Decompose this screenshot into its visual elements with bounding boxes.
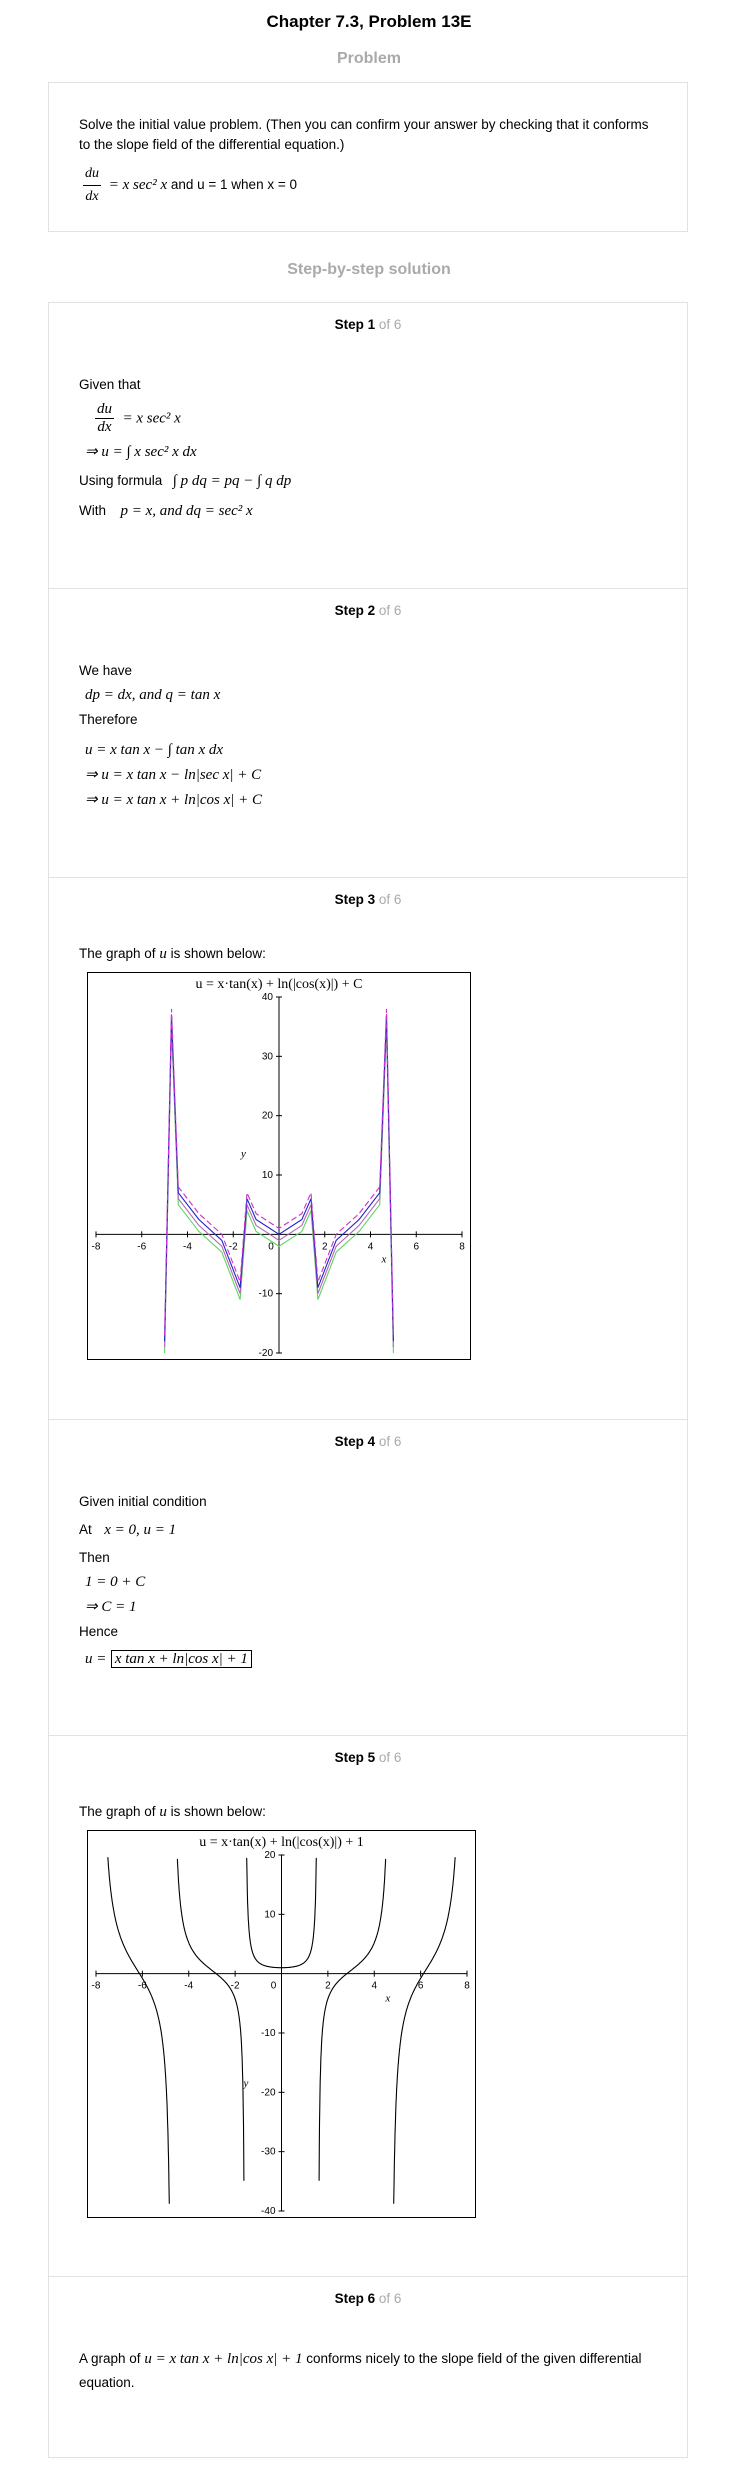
step-2-eq1: dp = dx, and q = tan x	[85, 687, 221, 703]
step-4-given: Given initial condition	[79, 1494, 207, 1509]
plot-2-x-tick-label: 6	[417, 1980, 424, 1992]
plot-1-x-tick-label: -4	[183, 1241, 192, 1253]
step-1-given: Given that	[79, 377, 141, 392]
plot-1-y-tick-label: 30	[261, 1051, 273, 1063]
plot-1-x-tick-label: -8	[91, 1241, 101, 1253]
step-6-title	[79, 2277, 657, 2343]
plot-1-x-label: x	[381, 1253, 387, 1266]
plot-2-title: u = x·tan(x) + ln(|cos(x)|) + 1	[199, 1835, 364, 1850]
step-3-graph-text: The graph of	[79, 946, 156, 961]
step-6-text	[79, 2347, 657, 2395]
step-1-of: of 6	[378, 317, 402, 332]
steps-container	[48, 302, 688, 2458]
step-1-derivative-den: dx	[97, 419, 112, 435]
step-1-using-row	[79, 471, 657, 491]
plot-1-x-tick-label: 6	[413, 1241, 420, 1253]
step-1	[49, 303, 687, 588]
plot-2-y-tick-label: -40	[261, 2206, 276, 2217]
plot-2-y-tick-label: -30	[261, 2146, 276, 2158]
step-2-word: Step	[334, 603, 364, 618]
plot-2-x-label: x	[385, 1992, 391, 2005]
step-1-derivative	[95, 401, 114, 436]
plot-2-y-tick-label: 10	[264, 1909, 276, 1921]
step-4-number: 4	[367, 1434, 376, 1449]
step-4-answer-lhs: u =	[85, 1651, 107, 1667]
step-5-title	[79, 1736, 657, 1802]
step-6	[49, 2276, 687, 2457]
step-2-we-have: We have	[79, 663, 133, 678]
step-2-eq4: ⇒ u = x tan x + ln|cos x| + C	[85, 792, 262, 808]
step-4-answer-box: x tan x + ln|cos x| + 1	[111, 1650, 252, 1668]
step-1-eq2: ⇒ u = ∫ x sec² x dx	[85, 444, 197, 460]
step-1-using: Using formula	[79, 473, 163, 488]
step-4-answer-row	[79, 1650, 657, 1668]
step-2-eq2: u = x tan x − ∫ tan x dx	[85, 742, 224, 758]
step-2-therefore: Therefore	[79, 712, 138, 727]
solution-heading: Step-by-step solution	[287, 261, 451, 278]
step-4-eq2: ⇒ C = 1	[85, 1599, 137, 1615]
step-6-text-a: A graph of	[79, 2351, 141, 2366]
step-6-number: 6	[367, 2291, 376, 2306]
step-3-of: of 6	[378, 892, 402, 907]
plot-1-y-tick-label: 20	[261, 1110, 273, 1122]
plot-1-x-tick-label: 2	[321, 1241, 328, 1253]
plot-1-x-tick-label: -6	[137, 1241, 147, 1253]
plot-1-x-tick-label: 4	[367, 1241, 374, 1253]
step-4-title	[79, 1420, 657, 1486]
step-6-text-b: conforms nicely to the slope field of the given differential equation.	[79, 2351, 642, 2390]
step-1-word: Step	[334, 317, 364, 332]
step-6-expr: u = x tan x + ln|cos x| + 1	[144, 2351, 303, 2367]
step-3-number: 3	[367, 892, 376, 907]
step-1-number: 1	[367, 317, 376, 332]
step-5-graph-caption	[79, 1802, 657, 1822]
step-4-of: of 6	[378, 1434, 402, 1449]
step-1-derivative-num: du	[97, 401, 112, 417]
plot-1-title: u = x·tan(x) + ln(|cos(x)|) + C	[195, 977, 363, 992]
plot-2-y-tick-label: 20	[264, 1850, 276, 1861]
plot-1-x-tick-label: 8	[459, 1241, 465, 1253]
problem-derivative-den: dx	[85, 189, 99, 204]
step-2	[49, 588, 687, 877]
step-3-word: Step	[334, 892, 364, 907]
problem-statement: Solve the initial value problem. (Then you can confirm your answer by checking that it conforms to the slope field of the differential equation.)	[79, 117, 649, 152]
step-4-at: At	[79, 1522, 92, 1537]
step-2-title	[79, 589, 657, 655]
plot-2-x-tick-label: 4	[371, 1980, 378, 1992]
page-title: Chapter 7.3, Problem 13E	[266, 12, 472, 31]
plot-final	[87, 1830, 476, 2218]
step-5	[49, 1735, 687, 2276]
step-6-of: of 6	[378, 2291, 402, 2306]
plot-2-x-tick-label: -8	[91, 1980, 101, 1992]
step-2-eq3: ⇒ u = x tan x − ln|sec x| + C	[85, 767, 262, 783]
step-5-graph-var: u	[159, 1804, 167, 1820]
plot-1-x-tick-label: -2	[228, 1241, 238, 1253]
plot-1-y-tick-label: 10	[261, 1170, 273, 1181]
plot-2-x-tick-label: 2	[325, 1980, 331, 1992]
plot-2-y-label: y	[243, 2077, 249, 2090]
plot-1-x-tick-label: 0	[268, 1241, 274, 1253]
plot-1-y-label: y	[241, 1148, 246, 1161]
problem-rhs: = x sec² x	[108, 177, 168, 194]
step-1-title	[79, 303, 657, 369]
step-4-at-row	[79, 1520, 657, 1540]
problem-condition: and u = 1 when x = 0	[170, 177, 297, 193]
step-1-eq1	[79, 401, 657, 436]
step-2-of: of 6	[378, 603, 402, 618]
step-5-graph-suffix: is shown below:	[170, 1804, 266, 1819]
step-4-hence: Hence	[79, 1624, 119, 1639]
step-1-formula: ∫ p dq = pq − ∫ q dp	[172, 473, 292, 489]
step-4-at-eq: x = 0, u = 1	[104, 1522, 177, 1538]
plot-2-x-tick-label: 8	[464, 1980, 470, 1992]
step-4	[49, 1419, 687, 1735]
step-4-then: Then	[79, 1550, 110, 1565]
step-3-title	[79, 878, 657, 944]
step-5-number: 5	[367, 1750, 376, 1765]
step-5-word: Step	[334, 1750, 364, 1765]
plot-2-x-tick-label: 0	[270, 1980, 277, 1992]
problem-card	[48, 82, 688, 232]
step-3-graph-suffix: is shown below:	[170, 946, 266, 961]
step-5-of: of 6	[378, 1750, 402, 1765]
step-4-word: Step	[334, 1434, 364, 1449]
problem-equation	[79, 163, 657, 208]
plot-1-y-tick-label: 40	[261, 992, 273, 1003]
plot-2-y-tick-label: -20	[261, 2087, 276, 2099]
plot-2-y-tick-label: -10	[261, 2028, 276, 2039]
plot-1-y-tick-label: -20	[258, 1348, 273, 1359]
plot-2-x-tick-label: -2	[230, 1980, 240, 1992]
step-1-eq1-rhs: = x sec² x	[122, 410, 181, 427]
step-1-with-eq: p = x, and dq = sec² x	[120, 503, 253, 519]
step-1-with: With	[79, 503, 106, 518]
step-5-graph-text: The graph of	[79, 1804, 156, 1819]
problem-heading: Problem	[336, 50, 401, 67]
step-3-graph-var: u	[159, 946, 167, 962]
plot-2-x-tick-label: -4	[184, 1980, 194, 1992]
plot-2-x-tick-label: -6	[137, 1980, 147, 1992]
step-4-eq1: 1 = 0 + C	[85, 1574, 146, 1590]
step-3	[49, 877, 687, 1419]
step-2-number: 2	[367, 603, 376, 618]
plot-family	[87, 972, 471, 1360]
problem-derivative	[83, 163, 101, 208]
plot-1-y-tick-label: -10	[258, 1288, 273, 1300]
step-3-graph-caption	[79, 944, 657, 964]
step-1-with-row	[79, 501, 657, 521]
step-6-word: Step	[334, 2291, 364, 2306]
problem-derivative-num: du	[83, 163, 101, 186]
